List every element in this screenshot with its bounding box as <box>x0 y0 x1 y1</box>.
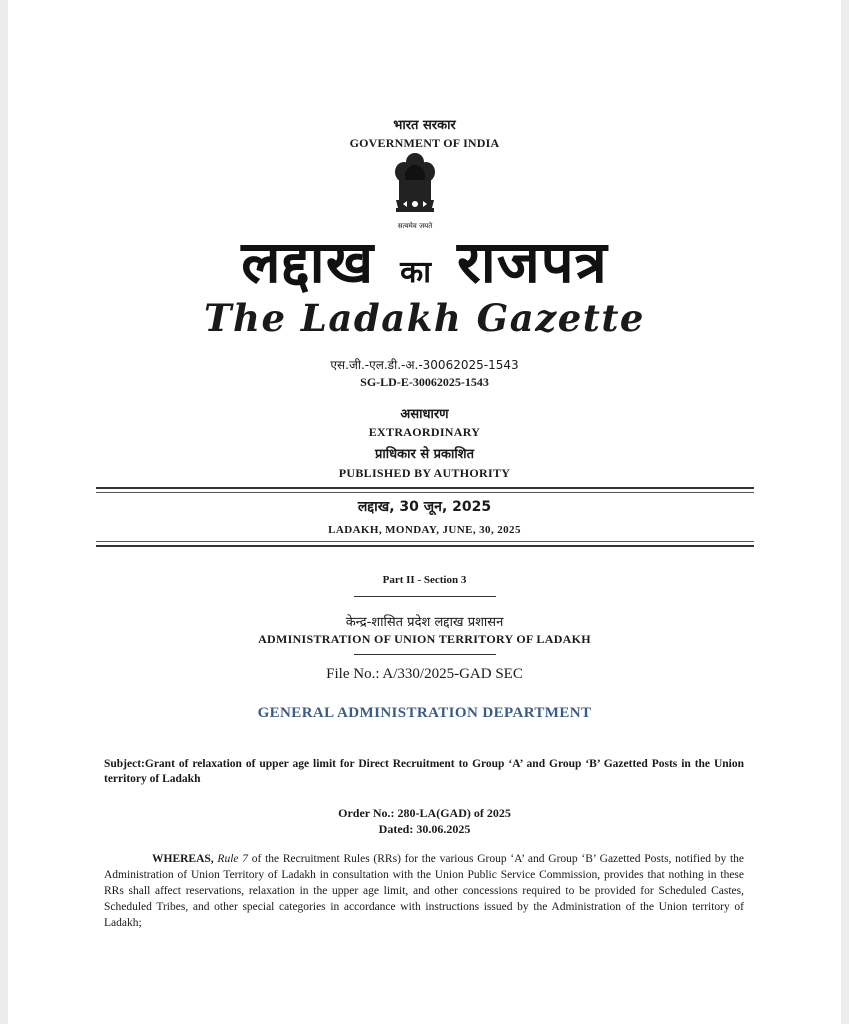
bottom-divider-thin <box>96 541 754 542</box>
administration-english: ADMINISTRATION OF UNION TERRITORY OF LADAKH <box>258 632 591 646</box>
part-section: Part II - Section 3 <box>382 574 467 586</box>
english-gazette-title: The Ladakh Gazette <box>204 296 645 340</box>
pradhikar-label: प्राधिकार से प्रकाशित <box>375 447 474 462</box>
file-number: File No.: A/330/2025-GAD SEC <box>326 666 523 682</box>
whereas-text: of the Recruitment Rules (RRs) for the various Group ‘A’ and Group ‘B’ Gazetted Posts, notified by the Administration of Union Territory of Ladakh in consultation with the Union Public Service Commission, provides that nothing in these RRs shall affect reservations, relaxation in the upper age limit, and other concessions required to be provided for Scheduled Castes, Scheduled Tribes, and other special categories in accordance with instructions issued by the Administration of the Union territory of Ladakh; <box>104 853 744 929</box>
extraordinary-label: EXTRAORDINARY <box>368 425 481 439</box>
emblem-motto: सत्यमेव जयते <box>397 222 433 230</box>
whereas-lead: WHEREAS, <box>152 853 214 865</box>
whereas-paragraph <box>104 851 744 931</box>
hindi-title-ladakh: लद्दाख <box>241 228 375 296</box>
gazette-page <box>8 0 841 1024</box>
dateline-english: LADAKH, MONDAY, JUNE, 30, 2025 <box>328 524 521 536</box>
sg-number: SG-LD-E-30062025-1543 <box>360 375 489 389</box>
subject-line: Subject:Grant of relaxation of upper age limit for Direct Recruitment to Group ‘A’ and Group ‘B’ Gazetted Posts in the Union territory of Ladakh <box>104 758 744 785</box>
hindi-gazette-title <box>8 220 841 299</box>
order-date: Dated: 30.06.2025 <box>378 822 471 836</box>
top-divider <box>96 487 754 489</box>
part-underline <box>354 596 496 597</box>
administration-hindi: केन्द्र-शासित प्रदेश लद्दाख प्रशासन <box>345 615 504 630</box>
asadharan-label: असाधारण <box>400 407 449 422</box>
government-of-india-heading: GOVERNMENT OF INDIA <box>349 136 500 150</box>
administration-underline <box>354 654 496 655</box>
hindi-title-ka: का <box>400 255 431 290</box>
hindi-title-rajpatra: राजपत्र <box>456 228 608 296</box>
bottom-divider <box>96 545 754 547</box>
department-heading: GENERAL ADMINISTRATION DEPARTMENT <box>257 705 592 721</box>
top-divider-thin <box>96 492 754 493</box>
sg-number-hindi: एस.जी.-एल.डी.-अ.-30062025-1543 <box>330 358 519 372</box>
rule-reference: Rule 7 <box>217 853 248 865</box>
dateline-hindi: लद्दाख, 30 जून, 2025 <box>357 499 492 515</box>
published-by-authority-label: PUBLISHED BY AUTHORITY <box>338 466 511 480</box>
order-number: Order No.: 280-LA(GAD) of 2025 <box>338 806 511 820</box>
bharat-sarkar-heading: भारत सरकार <box>393 118 456 133</box>
